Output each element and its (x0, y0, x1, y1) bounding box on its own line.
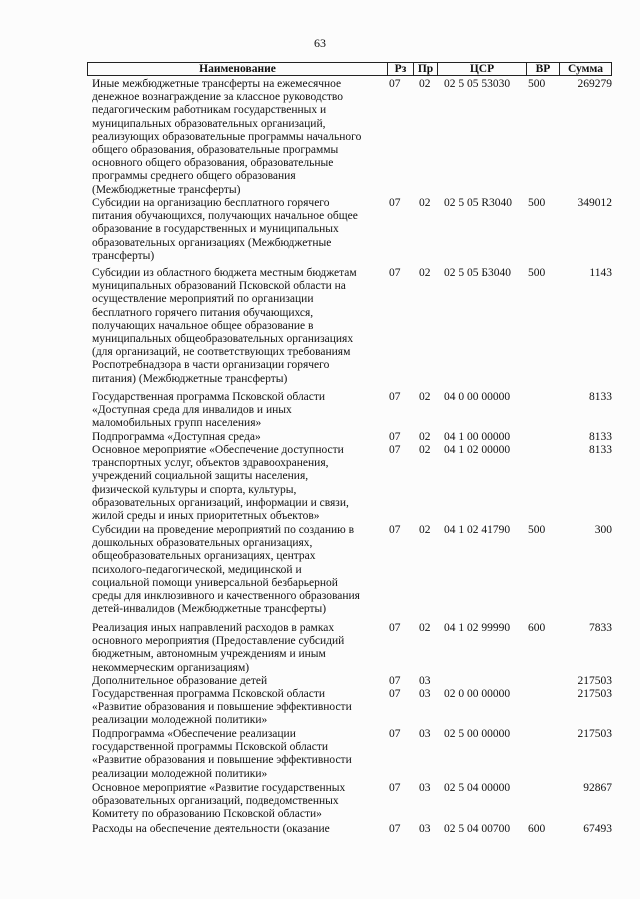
row-name: Основное мероприятие «Обеспечение доступности транспортных услуг, объектов здравоохранения, учреждений социальной защиты населения, физической культуры и спорта, культуры, образовательных организаций, информации и связи, жилой среды и иных приоритетных объектов» (92, 444, 349, 523)
row-sum: 92867 (583, 782, 612, 794)
row-sum: 8133 (589, 391, 612, 403)
row-pr: 02 (419, 444, 431, 456)
row-csr: 02 5 05 R3040 (444, 197, 513, 209)
row-pr: 03 (419, 675, 431, 687)
row-pr: 02 (419, 524, 431, 536)
row-name: Подпрограмма «Доступная среда» (92, 431, 261, 443)
row-rz: 07 (389, 823, 401, 835)
row-name: Субсидии из областного бюджета местным бюджетам муниципальных образований Псковской области на осуществление мероприятий по организации бесплатного горячего питания обучающихся, получающих начальное общее образование в муниципальных общеобразовательных организациях (для организаций, не соответствующих требованиям Роспотребнадзора в части организации горячего питания) (Межбюджетные трансферты) (92, 267, 357, 385)
row-rz: 07 (389, 622, 401, 634)
row-pr: 02 (419, 197, 431, 209)
row-pr: 03 (419, 823, 431, 835)
row-csr: 02 5 05 53030 (444, 78, 511, 90)
row-rz: 07 (389, 782, 401, 794)
row-name: Подпрограмма «Обеспечение реализации государственной программы Псковской области «Развитие образования и повышение эффективности реализации молодежной политики» (92, 728, 352, 780)
row-sum: 217503 (577, 688, 612, 700)
row-pr: 03 (419, 688, 431, 700)
header-rz: Рз (387, 62, 414, 76)
row-sum: 217503 (577, 728, 612, 740)
header-pr: Пр (413, 62, 438, 76)
row-rz: 07 (389, 391, 401, 403)
row-pr: 02 (419, 391, 431, 403)
row-pr: 03 (419, 782, 431, 794)
row-rz: 07 (389, 267, 401, 279)
row-csr: 02 5 05 Б3040 (444, 267, 511, 279)
page-number: 63 (314, 36, 326, 50)
row-csr: 04 1 02 00000 (444, 444, 511, 456)
row-vr: 500 (528, 524, 546, 536)
row-sum: 1143 (589, 267, 612, 279)
row-vr: 500 (528, 78, 546, 90)
row-rz: 07 (389, 431, 401, 443)
row-name: Дополнительное образование детей (92, 675, 268, 687)
row-pr: 02 (419, 431, 431, 443)
row-pr: 02 (419, 267, 431, 279)
row-csr: 04 1 02 99990 (444, 622, 511, 634)
row-sum: 8133 (589, 444, 612, 456)
row-vr: 600 (528, 622, 546, 634)
row-name: Государственная программа Псковской области «Доступная среда для инвалидов и иных маломобильных групп населения» (92, 391, 326, 430)
row-csr: 02 0 00 00000 (444, 688, 511, 700)
header-name: Наименование (87, 62, 388, 76)
row-pr: 03 (419, 728, 431, 740)
row-name: Иные межбюджетные трансферты на ежемесячное денежное вознаграждение за классное руководство педагогическим работникам государственных и муниципальных образовательных организаций, реализующих образовательные программы начального общего образования, образовательные программы основного общего образования, образовательные программы среднего общего образования (Межбюджетные трансферты) (92, 78, 362, 196)
row-sum: 217503 (577, 675, 612, 687)
table-header (87, 62, 612, 76)
row-rz: 07 (389, 78, 401, 90)
row-vr: 500 (528, 267, 546, 279)
row-rz: 07 (389, 688, 401, 700)
row-name: Основное мероприятие «Развитие государственных образовательных организаций, подведомственных Комитету по образованию Псковской области» (92, 782, 346, 821)
row-csr: 04 1 00 00000 (444, 431, 511, 443)
row-sum: 8133 (589, 431, 612, 443)
row-rz: 07 (389, 728, 401, 740)
row-sum: 7833 (589, 622, 612, 634)
row-name: Расходы на обеспечение деятельности (оказание (92, 823, 330, 835)
row-rz: 07 (389, 524, 401, 536)
row-csr: 04 0 00 00000 (444, 391, 511, 403)
row-name: Субсидии на организацию бесплатного горячего питания обучающихся, получающих начальное общее образование в государственных и муниципальных образовательных организациях (Межбюджетные трансферты) (92, 197, 358, 262)
row-vr: 600 (528, 823, 546, 835)
row-rz: 07 (389, 444, 401, 456)
row-csr: 02 5 04 00000 (444, 782, 511, 794)
row-name: Государственная программа Псковской области «Развитие образования и повышение эффективности реализации молодежной политики» (92, 688, 352, 727)
row-rz: 07 (389, 675, 401, 687)
header-sum: Сумма (559, 62, 612, 76)
row-sum: 67493 (583, 823, 612, 835)
row-sum: 349012 (577, 197, 612, 209)
row-csr: 02 5 04 00700 (444, 823, 511, 835)
row-name: Реализация иных направлений расходов в рамках основного мероприятия (Предоставление субсидий бюджетным, автономным учреждениям и иным некоммерческим организациям) (92, 622, 345, 674)
row-pr: 02 (419, 78, 431, 90)
header-vr: ВР (526, 62, 560, 76)
row-sum: 300 (594, 524, 612, 536)
row-csr: 04 1 02 41790 (444, 524, 511, 536)
row-pr: 02 (419, 622, 431, 634)
row-vr: 500 (528, 197, 546, 209)
row-csr: 02 5 00 00000 (444, 728, 511, 740)
row-sum: 269279 (577, 78, 612, 90)
row-rz: 07 (389, 197, 401, 209)
row-name: Субсидии на проведение мероприятий по созданию в дошкольных образовательных организациях, общеобразовательных организациях, центрах психолого-педагогической, медицинской и социальной помощи универсальной безбарьерной среды для инклюзивного и качественного образования детей-инвалидов (Межбюджетные трансферты) (92, 524, 360, 616)
header-csr: ЦСР (437, 62, 527, 76)
